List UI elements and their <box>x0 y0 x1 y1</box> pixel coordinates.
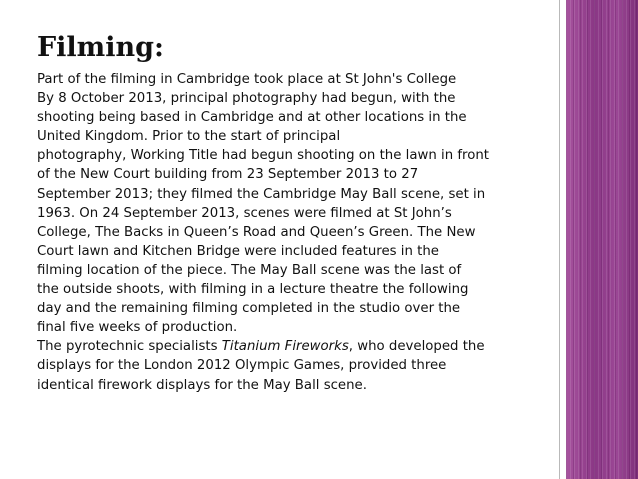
text-line: September 2013; they filmed the Cambridge May Ball scene, set in <box>37 186 486 202</box>
text-line: Part of the filming in Cambridge took place at St John's College <box>37 72 457 87</box>
text-line: the outside shoots, with filming in a lecture theatre the following <box>37 282 469 298</box>
text-line: Court lawn and Kitchen Bridge were included features in the <box>37 243 439 259</box>
text-line: of the New Court building from 23 September 2013 to 27 <box>37 167 419 183</box>
text-line: final five weeks of production. <box>37 320 238 336</box>
text-line: filming location of the piece. The May Ball scene was the last of <box>37 262 462 278</box>
text-segment: The pyrotechnic specialists <box>37 339 222 355</box>
text-line: displays for the London 2012 Olympic Games, provided three <box>37 358 447 374</box>
divider-line <box>559 0 560 479</box>
slide-body-text <box>37 70 547 395</box>
text-line: By 8 October 2013, principal photography had begun, with the <box>37 91 456 107</box>
decorative-side-bar <box>566 0 638 479</box>
text-line: College, The Backs in Queen’s Road and Queen’s Green. The New <box>37 224 476 240</box>
text-segment: , who developed the <box>348 339 485 355</box>
text-line: shooting being based in Cambridge and at other locations in the <box>37 110 467 126</box>
slide-title: Filming: <box>37 32 164 63</box>
emphasized-company-name: Titanium Fireworks <box>221 339 349 355</box>
text-line: United Kingdom. Prior to the start of principal <box>37 129 341 145</box>
text-line-with-emphasis <box>37 337 547 356</box>
text-line: identical firework displays for the May Ball scene. <box>37 377 367 393</box>
text-line: photography, Working Title had begun shooting on the lawn in front <box>37 148 489 164</box>
text-line: 1963. On 24 September 2013, scenes were filmed at St John’s <box>37 205 452 221</box>
text-line: day and the remaining filming completed in the studio over the <box>37 301 461 317</box>
